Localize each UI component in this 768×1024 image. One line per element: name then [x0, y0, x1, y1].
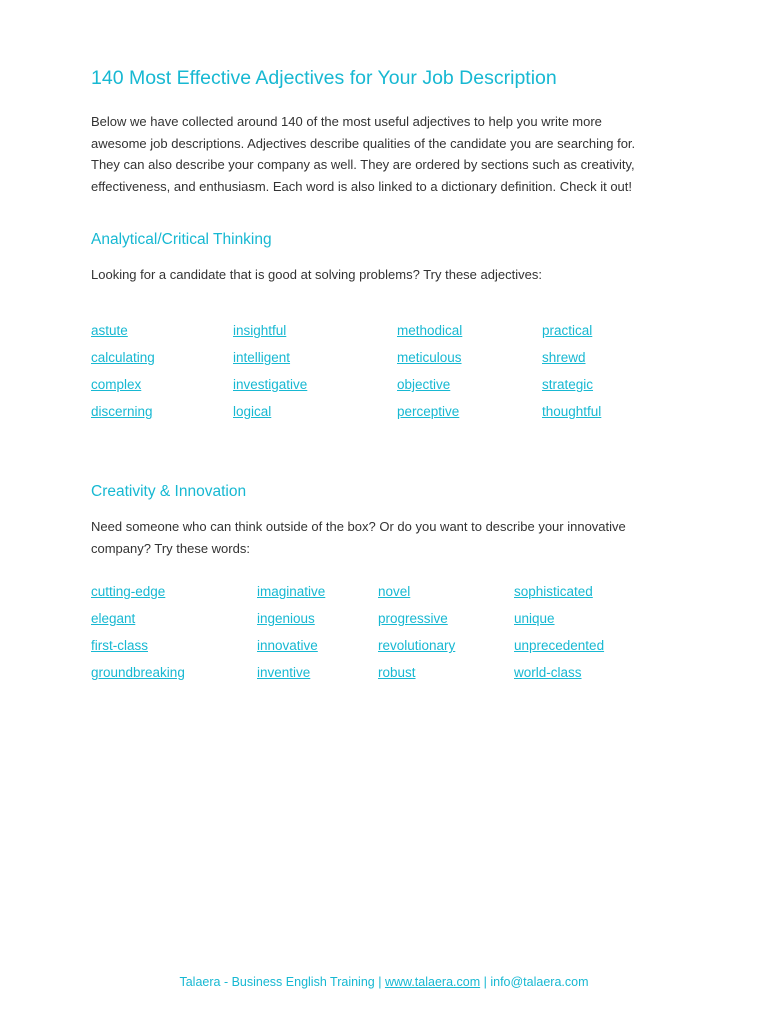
word-link[interactable]: meticulous — [397, 350, 462, 365]
word-column — [91, 317, 155, 425]
word-link[interactable]: robust — [378, 665, 416, 680]
word-link[interactable]: methodical — [397, 323, 463, 338]
section-heading-analytical: Analytical/Critical Thinking — [91, 231, 272, 248]
section-text-creativity: Need someone who can think outside of the box? Or do you want to describe your innovative company? Try these words: — [91, 519, 626, 556]
word-link[interactable]: first-class — [91, 638, 148, 653]
footer-email: info@talaera.com — [490, 975, 589, 989]
word-link[interactable]: groundbreaking — [91, 665, 185, 680]
word-link[interactable]: ingenious — [257, 611, 315, 626]
word-link[interactable]: unique — [514, 611, 555, 626]
section-text-analytical: Looking for a candidate that is good at solving problems? Try these adjectives: — [91, 267, 542, 282]
footer-separator: | — [483, 975, 487, 989]
word-column — [378, 578, 455, 686]
word-link[interactable]: complex — [91, 377, 142, 392]
word-column — [514, 578, 604, 686]
word-link[interactable]: astute — [91, 323, 128, 338]
word-link[interactable]: imaginative — [257, 584, 326, 599]
word-column — [233, 317, 307, 425]
footer-brand: Talaera - Business English Training | — [179, 975, 382, 989]
word-link[interactable]: elegant — [91, 611, 136, 626]
intro-paragraph: Below we have collected around 140 of the most useful adjectives to help you write more awesome job descriptions. Adjectives describe qualities of the candidate you are searching for. They can also describe your company as well. They are ordered by sections such as creativity, effectiveness, and enthusiasm. Each word is also linked to a dictionary definition. Check it out! — [91, 114, 636, 194]
word-link[interactable]: sophisticated — [514, 584, 593, 599]
word-link[interactable]: inventive — [257, 665, 311, 680]
word-link[interactable]: practical — [542, 323, 593, 338]
word-link[interactable]: intelligent — [233, 350, 291, 365]
word-column — [397, 317, 462, 425]
word-column — [91, 578, 185, 686]
word-link[interactable]: objective — [397, 377, 451, 392]
word-link[interactable]: novel — [378, 584, 411, 599]
footer-website-link[interactable]: www.talaera.com — [384, 975, 481, 989]
page-footer — [0, 975, 768, 989]
word-link[interactable]: perceptive — [397, 404, 460, 419]
word-link[interactable]: shrewd — [542, 350, 586, 365]
word-link[interactable]: thoughtful — [542, 404, 602, 419]
word-column — [542, 317, 601, 425]
word-link[interactable]: calculating — [91, 350, 155, 365]
word-link[interactable]: investigative — [233, 377, 308, 392]
section-heading-creativity: Creativity & Innovation — [91, 483, 247, 500]
word-column — [257, 578, 325, 686]
word-link[interactable]: unprecedented — [514, 638, 605, 653]
word-link[interactable]: progressive — [378, 611, 448, 626]
word-link[interactable]: cutting-edge — [91, 584, 166, 599]
word-link[interactable]: world-class — [514, 665, 582, 680]
word-link[interactable]: insightful — [233, 323, 287, 338]
word-link[interactable]: strategic — [542, 377, 594, 392]
word-grid-analytical — [91, 317, 691, 427]
word-link[interactable]: innovative — [257, 638, 318, 653]
word-grid-creativity — [91, 578, 691, 688]
word-link[interactable]: revolutionary — [378, 638, 456, 653]
page-title: 140 Most Effective Adjectives for Your Job Description — [91, 67, 557, 89]
word-link[interactable]: logical — [233, 404, 272, 419]
word-link[interactable]: discerning — [91, 404, 153, 419]
